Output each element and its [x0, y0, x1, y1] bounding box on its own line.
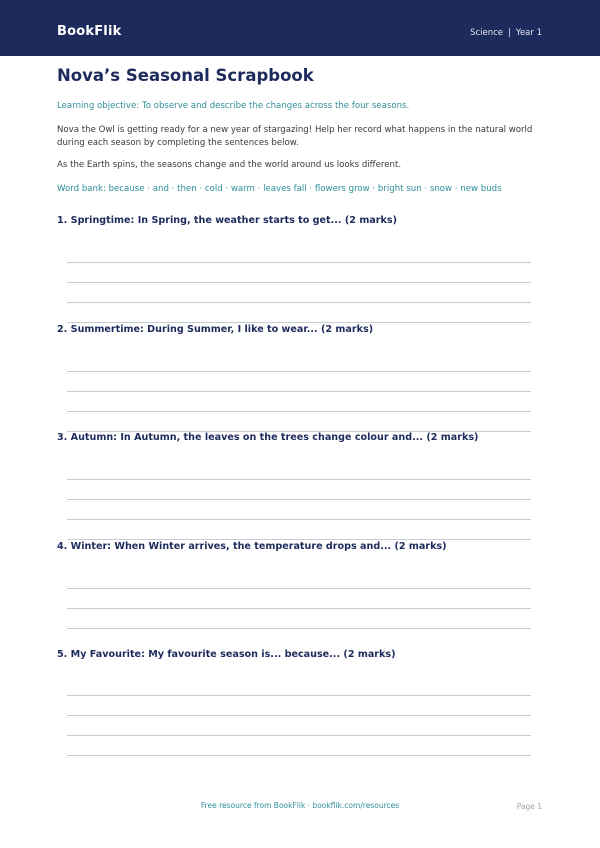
meta-separator: |: [508, 28, 511, 38]
answer-line[interactable]: [67, 519, 531, 520]
answer-line[interactable]: [67, 262, 531, 263]
answer-line[interactable]: [67, 302, 531, 303]
answer-line[interactable]: [67, 628, 531, 629]
subject-label: Science: [470, 28, 504, 38]
answer-line[interactable]: [67, 715, 531, 716]
learning-objective: Learning objective: To observe and describe the changes across the four seasons.: [57, 101, 410, 111]
worksheet-title: Nova’s Seasonal Scrapbook: [57, 66, 314, 85]
page-header: [0, 0, 600, 56]
question-4-label: 4. Winter: When Winter arrives, the temperature drops and... (2 marks): [57, 541, 447, 552]
answer-line[interactable]: [67, 735, 531, 736]
page-number: Page 1: [516, 802, 542, 811]
question-5-label: 5. My Favourite: My favourite season is... because... (2 marks): [57, 649, 396, 660]
answer-line[interactable]: [67, 499, 531, 500]
answer-line[interactable]: [67, 695, 531, 696]
answer-line[interactable]: [67, 411, 531, 412]
word-bank: Word bank: because · and · then · cold · warm · leaves fall · flowers grow · bright sun · snow · new buds: [57, 184, 502, 194]
answer-line[interactable]: [67, 479, 531, 480]
answer-line[interactable]: [67, 539, 531, 540]
intro-paragraph: Nova the Owl is getting ready for a new year of stargazing! Help her record what happens in the natural world during each season by completing the sentences below.: [57, 125, 533, 148]
answer-line[interactable]: [67, 608, 531, 609]
answer-line[interactable]: [67, 371, 531, 372]
question-4: [57, 541, 543, 641]
answer-line[interactable]: [67, 391, 531, 392]
year-label: Year 1: [515, 28, 542, 38]
footer-resource-link[interactable]: Free resource from BookFlik · bookflik.com/resources: [200, 801, 400, 810]
question-1: [57, 215, 543, 315]
question-2: [57, 324, 543, 424]
question-3: [57, 432, 543, 532]
intro-paragraph-2: As the Earth spins, the seasons change and the world around us looks different.: [57, 160, 402, 170]
answer-line[interactable]: [67, 755, 531, 756]
answer-line[interactable]: [67, 588, 531, 589]
question-5: [57, 649, 543, 759]
question-1-label: 1. Springtime: In Spring, the weather starts to get... (2 marks): [57, 215, 397, 226]
answer-line[interactable]: [67, 282, 531, 283]
subject-meta: [470, 28, 542, 38]
question-2-label: 2. Summertime: During Summer, I like to wear... (2 marks): [57, 324, 374, 335]
question-3-label: 3. Autumn: In Autumn, the leaves on the trees change colour and... (2 marks): [57, 432, 479, 443]
brand-logo-text[interactable]: BookFlik: [57, 24, 122, 39]
answer-line[interactable]: [67, 322, 531, 323]
